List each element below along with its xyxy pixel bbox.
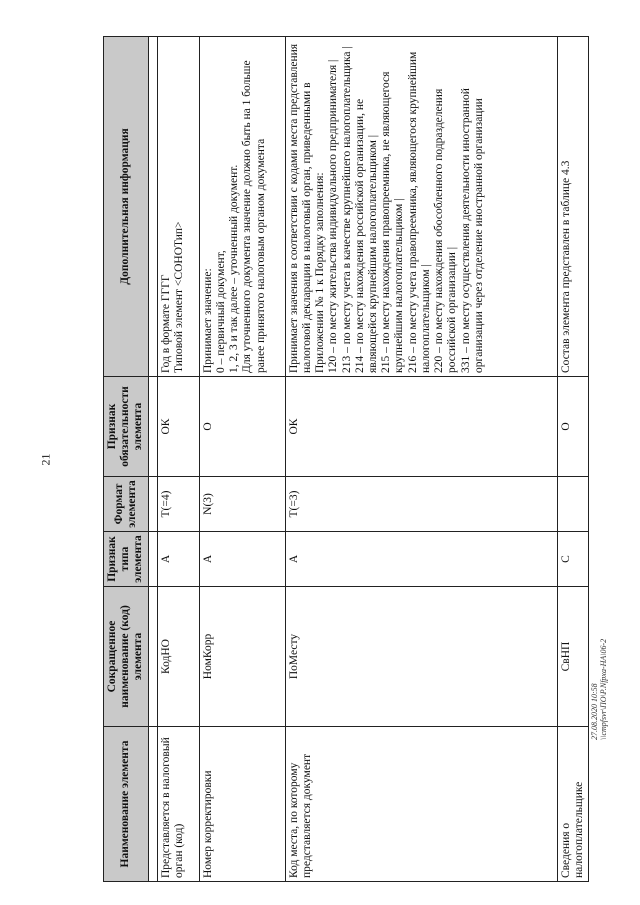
cell-required: О (199, 377, 285, 477)
info-line: 213 – по месту учета в качестве крупнейшего налогоплательщика | (340, 46, 353, 373)
info-line: 214 – по месту нахождения российской организации, не являющейся крупнейшим налогоплательщиком | (353, 98, 379, 373)
table-row (557, 37, 588, 882)
cell-name: Номер корректировки (199, 727, 285, 882)
header-info: Дополнительная информация (104, 37, 149, 377)
info-line: Год в формате ГГГГ (159, 274, 172, 373)
header-short: Сокращенное наименование (код) элемента (104, 587, 149, 727)
info-line: 0 – первичный документ, (214, 250, 227, 373)
cell-type: С (557, 532, 588, 587)
stamp-line: \\cmpfsvr\ПО\Р.Nfpxa-HA\06-2 (599, 638, 608, 740)
cell-name: Представляется в налоговый орган (код) (157, 727, 199, 882)
cell-info (199, 37, 285, 377)
info-line: Типовой элемент <СОНОТип> (172, 221, 185, 373)
info-line: Принимает значение: (201, 268, 214, 373)
info-line: 215 – по месту нахождения правопреемника, не являющегося крупнейшим налогоплательщиком | (380, 71, 406, 373)
cell-type: А (157, 532, 199, 587)
header-type: Признак типа элемента (104, 532, 149, 587)
info-line: 220 – по месту нахождения обособленного подразделения российской организации | (433, 88, 459, 373)
info-line: 120 – по месту жительства индивидуального предпринимателя | (327, 59, 340, 373)
cell-info (557, 37, 588, 377)
table-header-row (104, 37, 149, 882)
cell-short: НомКорр (199, 587, 285, 727)
cell-short: КодНО (157, 587, 199, 727)
info-line: 331 – по месту осуществления деятельности иностранной организации через отделение иностранной организации (459, 88, 485, 373)
cell-info (157, 37, 199, 377)
cell-required: ОК (285, 377, 557, 477)
stamp-line: 27.08.2020 10:58 (590, 683, 599, 740)
elements-table (103, 36, 589, 882)
rotated-table-wrapper (103, 37, 587, 882)
header-format: Формат элемента (104, 477, 149, 532)
cell-type: А (285, 532, 557, 587)
cell-name: Сведения о налогоплательщике (557, 727, 588, 882)
info-line: Для уточненного документа значение должно быть на 1 больше ранее принятого налоговым органом документа (241, 60, 267, 373)
header-name: Наименование элемента (104, 727, 149, 882)
cell-required: ОК (157, 377, 199, 477)
cell-format: N(3) (199, 477, 285, 532)
cell-type: А (199, 532, 285, 587)
spacer-row (148, 37, 157, 882)
cell-format: T(=3) (285, 477, 557, 532)
info-line: 1, 2, 3 и так далее – уточненный документ. (228, 164, 241, 373)
table-row (157, 37, 199, 882)
cell-name: Код места, по которому представляется документ (285, 727, 557, 882)
cell-short: ПоМесту (285, 587, 557, 727)
page-number: 21 (38, 453, 53, 466)
table-row (199, 37, 285, 882)
header-required: Признак обязательности элемента (104, 377, 149, 477)
info-line: Принимает значения в соответствии с кодами места представления налоговой декларации в налоговый орган, приведенными в Приложении № 1 к Порядку заполнения: (287, 43, 327, 373)
cell-info (285, 37, 557, 377)
info-line: Состав элемента представлен в таблице 4.3 (559, 160, 572, 373)
cell-format: T(=4) (157, 477, 199, 532)
cell-short: СвНП (557, 587, 588, 727)
cell-required: О (557, 377, 588, 477)
print-stamp (590, 639, 608, 740)
table-row (285, 37, 557, 882)
cell-format (557, 477, 588, 532)
info-line: 216 – по месту учета правопреемника, являющегося крупнейшим налогоплательщиком | (406, 51, 432, 373)
